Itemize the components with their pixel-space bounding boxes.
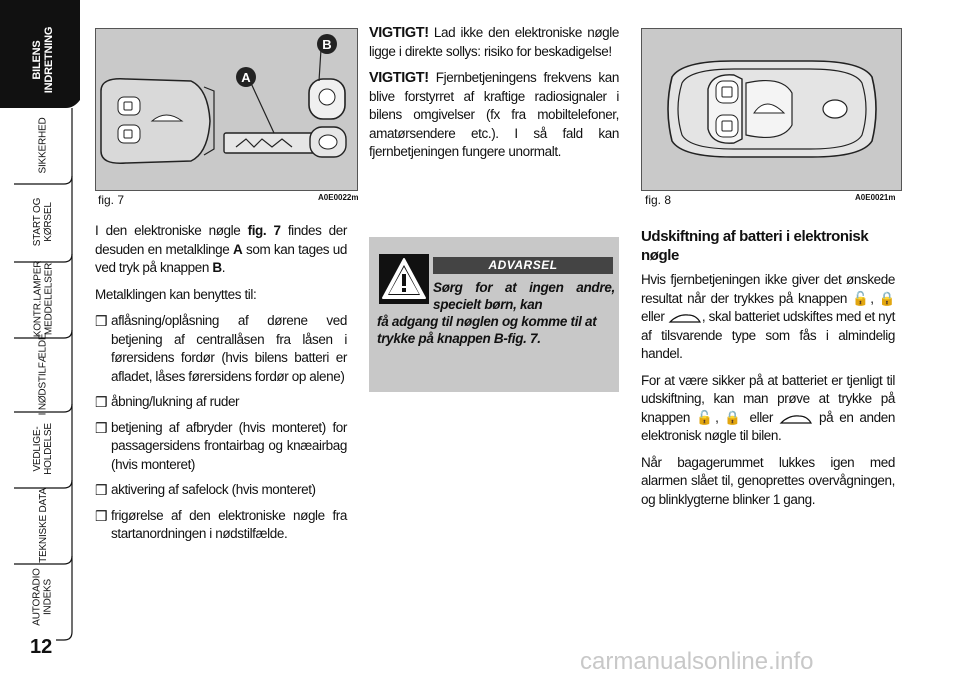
watermark: carmanualsonline.info bbox=[580, 648, 814, 675]
warning-label: ADVARSEL bbox=[433, 257, 613, 274]
key-fob-illustration bbox=[642, 29, 901, 190]
figure-7-key-with-blade bbox=[95, 28, 358, 191]
tab-autoradio-indeks[interactable]: AUTORADIO INDEKS bbox=[32, 568, 54, 626]
trunk-icon bbox=[668, 311, 702, 323]
lock-icon: 🔒 bbox=[878, 290, 896, 306]
column-1-text bbox=[95, 222, 347, 551]
section-heading: Udskiftning af batteri i elektronisk nøgle bbox=[641, 228, 869, 264]
tab-bilens-indretning[interactable]: BILENS INDRETNING bbox=[31, 26, 56, 94]
intro-paragraph: I den elektroniske nøgle fig. 7 findes der desuden en metalklinge A som kan tages ud ved tryk på knappen B. bbox=[95, 223, 347, 275]
battery-paragraph-3: Når bagagerummet lukkes igen med alarmen slået til, genoprettes overvågningen, og blinklygterne blinker 1 gang. bbox=[641, 454, 895, 507]
trunk-icon bbox=[779, 412, 813, 424]
tab-sikkerhed[interactable]: SIKKERHED bbox=[37, 117, 49, 173]
battery-paragraph-1: Hvis fjernbetjeningen ikke giver det ønskede resultat når der trykkes på knappen 🔓, 🔒 eller , skal batteriet udskiftes med et nyt af tilsvarende type som fås i almindelig handel. bbox=[641, 272, 896, 361]
tab-kontrollamper-meddelelser[interactable]: KONTR.LAMPER MEDDELELSER bbox=[32, 260, 55, 338]
unlock-icon: 🔓 bbox=[696, 409, 716, 425]
uses-intro: Metalklingen kan benyttes til: bbox=[95, 286, 257, 302]
list-item: ❒ åbning/lukning af ruder bbox=[95, 394, 240, 410]
list-item: ❒ frigørelse af den elektroniske nøgle fra startanordningen i nødstilfælde. bbox=[95, 507, 347, 541]
key-blade-illustration bbox=[96, 29, 357, 190]
warning-box bbox=[369, 237, 619, 392]
tab-vedligeholdelse[interactable]: VEDLIGE- HOLDELSE bbox=[31, 423, 54, 475]
tab-i-nodstilfaelde[interactable]: I NØDSTILFÆLDE bbox=[37, 333, 49, 415]
lock-icon: 🔒 bbox=[724, 409, 744, 425]
list-item: ❒ betjening af afbryder (hvis monteret) for passagersidens frontairbag og knæairbag (hvis monteret) bbox=[95, 419, 347, 472]
chapter-tab-rail bbox=[0, 0, 80, 677]
figure-7-caption: fig. 7 bbox=[98, 193, 125, 207]
warning-text: Sørg for at ingen andre, specielt børn, kan få adgang til nøglen og komme til at trykke på knappen B-fig. 7. bbox=[377, 280, 615, 346]
marker-b-label: B bbox=[322, 37, 332, 52]
column-3-text bbox=[641, 227, 895, 517]
list-item: ❒ aktivering af safelock (hvis monteret) bbox=[95, 482, 316, 498]
important-note-sunlight: VIGTIGT! Lad ikke den elektroniske nøgle ligge i direkte sollys: risiko for beskadigelse! bbox=[369, 25, 619, 59]
figure-8-caption: fig. 8 bbox=[645, 193, 672, 207]
important-note-frequency: VIGTIGT! Fjernbetjeningens frekvens kan blive forstyrret af kraftige radiosignaler i bilens omgivelser (fx fra mobiltelefoner, amatørsendere etc.). I så fald kan fjernbetjeningen fungere unormalt. bbox=[369, 70, 619, 159]
figure-7-code: A0E0022m bbox=[318, 193, 359, 202]
column-2-text bbox=[369, 24, 619, 170]
tab-start-og-korsel[interactable]: START OG KØRSEL bbox=[31, 197, 54, 247]
list-item: ❒ aflåsning/oplåsning af dørene ved betjening af centrallåsen fra låsen i førersidens fordør (hvis bilens batteri er afladet, låses førersidens fordør op alene) bbox=[95, 313, 347, 384]
tab-tekniske-data[interactable]: TEKNISKE DATA bbox=[37, 487, 49, 563]
figure-8-code: A0E0021m bbox=[855, 193, 896, 202]
unlock-icon: 🔓 bbox=[852, 290, 871, 306]
figure-8-key-fob bbox=[641, 28, 902, 191]
marker-a-label: A bbox=[241, 70, 251, 85]
page-number: 12 bbox=[30, 636, 53, 658]
battery-paragraph-2: For at være sikker på at batteriet er tjenligt til udskiftning, kan man prøve at trykke på knappen 🔓, 🔒 eller på en anden elektronisk nøgle til bilen. bbox=[641, 372, 895, 443]
